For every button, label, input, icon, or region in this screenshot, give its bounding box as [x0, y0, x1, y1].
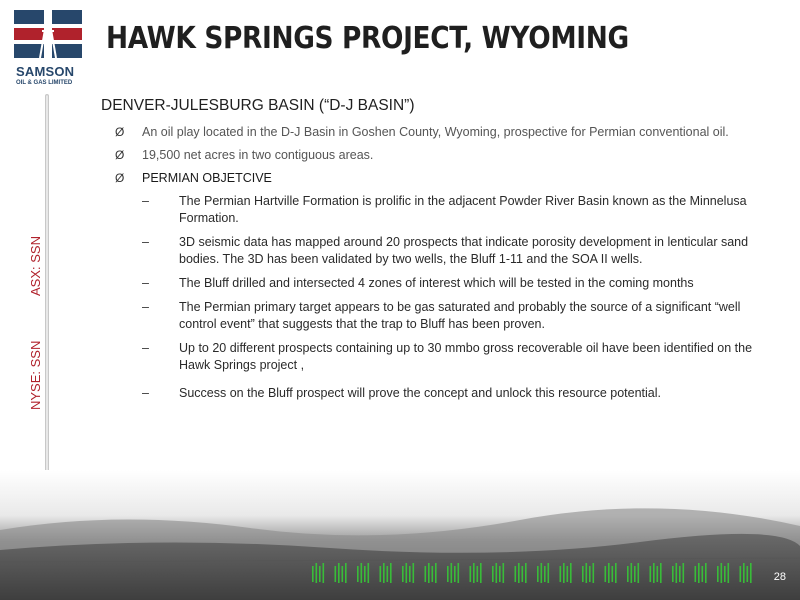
arrow-bullet-icon: Ø [115, 171, 125, 185]
bullet-item [101, 170, 761, 187]
reservoir-bar [503, 563, 505, 583]
reservoir-bar [413, 563, 415, 583]
reservoir-bar [345, 563, 347, 583]
sub-bullet-text: The Permian primary target appears to be gas saturated and probably the source of a significant “well control event” that suggests that the trap to Bluff has been proven. [179, 300, 741, 331]
dash-bullet-icon: – [142, 276, 149, 290]
reservoir-bar [458, 563, 460, 583]
reservoir-bar [383, 563, 385, 583]
reservoir-bar [342, 566, 344, 582]
sub-bullet-text: The Bluff drilled and intersected 4 zones of interest which will be tested in the coming months [179, 276, 694, 290]
bullet-text: An oil play located in the D-J Basin in Goshen County, Wyoming, prospective for Permian conventional oil. [142, 125, 729, 139]
slide-title: HAWK SPRINGS PROJECT, WYOMING [106, 21, 629, 56]
reservoir-bar [695, 566, 697, 582]
dash-bullet-icon: – [142, 341, 149, 355]
bullet-text: PERMIAN OBJETCIVE [142, 171, 272, 185]
reservoir-bar [724, 566, 726, 582]
reservoir-bar [582, 566, 584, 582]
reservoir-bar [631, 563, 633, 583]
dash-bullet-icon: – [142, 194, 149, 208]
reservoir-bar [586, 563, 588, 583]
sub-bullet-text: Up to 20 different prospects containing up to 30 mmbo gross recoverable oil have been identified on the Hawk Springs project , [179, 341, 753, 372]
sub-bullet-text: The Permian Hartville Formation is prolific in the adjacent Powder River Basin known as the Minnelusa Formation. [179, 194, 747, 225]
company-logo [14, 10, 82, 88]
sub-bullet-item [101, 299, 761, 333]
reservoir-bar [492, 566, 494, 582]
reservoir-bar [567, 566, 569, 582]
reservoir-bar [612, 566, 614, 582]
reservoir-bar [747, 566, 749, 582]
reservoir-bar [650, 566, 652, 582]
nyse-ticker-label: NYSE: SSN [28, 340, 43, 410]
reservoir-bar [657, 566, 659, 582]
reservoir-bar [316, 563, 318, 583]
sub-bullet-item [101, 193, 761, 227]
reservoir-bar [473, 563, 475, 583]
samson-logo-icon [14, 10, 82, 60]
reservoir-bar [627, 566, 629, 582]
reservoir-bar [470, 566, 472, 582]
reservoir-bar [364, 566, 366, 582]
reservoir-bar [402, 566, 404, 582]
reservoir-bar [728, 563, 730, 583]
reservoir-bar [525, 563, 527, 583]
reservoir-bar [740, 566, 742, 582]
reservoir-bar [615, 563, 617, 583]
logo-name: SAMSON [16, 64, 75, 79]
reservoir-bar [660, 563, 662, 583]
reservoir-bar [522, 566, 524, 582]
reservoir-bar [428, 563, 430, 583]
reservoir-bar [312, 566, 314, 582]
asx-ticker-label: ASX: SSN [28, 236, 43, 296]
reservoir-bar [335, 566, 337, 582]
reservoir-bar [368, 563, 370, 583]
sub-bullet-item [101, 340, 761, 374]
reservoir-bar [496, 563, 498, 583]
reservoir-bar [676, 563, 678, 583]
reservoir-bar [432, 566, 434, 582]
ground-cross-section-graphic [0, 470, 800, 600]
reservoir-bar [319, 566, 321, 582]
reservoir-bar [750, 563, 752, 583]
reservoir-bar [683, 563, 685, 583]
reservoir-bar [480, 563, 482, 583]
reservoir-bar [451, 563, 453, 583]
sub-bullet-text: Success on the Bluff prospect will prove the concept and unlock this resource potential. [179, 386, 661, 400]
reservoir-bar [541, 563, 543, 583]
reservoir-bar [653, 563, 655, 583]
reservoir-bar [717, 566, 719, 582]
bullet-item [101, 147, 761, 164]
reservoir-bar [702, 566, 704, 582]
reservoir-bar [544, 566, 546, 582]
sub-bullet-item [101, 275, 761, 292]
reservoir-bar [390, 563, 392, 583]
bullet-item [101, 124, 761, 141]
reservoir-bar [672, 566, 674, 582]
reservoir-bar [698, 563, 700, 583]
logo-subtitle: OIL & GAS LIMITED [16, 80, 73, 86]
reservoir-bar [447, 566, 449, 582]
reservoir-bar [743, 563, 745, 583]
reservoir-bar [563, 563, 565, 583]
reservoir-bar [435, 563, 437, 583]
reservoir-bar [406, 563, 408, 583]
reservoir-bar [409, 566, 411, 582]
reservoir-bar [537, 566, 539, 582]
reservoir-bar [570, 563, 572, 583]
reservoir-bar [721, 563, 723, 583]
reservoir-bar [357, 566, 359, 582]
reservoir-bar [638, 563, 640, 583]
reservoir-bar [589, 566, 591, 582]
dash-bullet-icon: – [142, 235, 149, 249]
reservoir-bar [454, 566, 456, 582]
reservoir-bar [380, 566, 382, 582]
reservoir-bar [593, 563, 595, 583]
page-number: 28 [773, 571, 786, 583]
arrow-bullet-icon: Ø [115, 148, 125, 162]
sub-bullet-item [101, 385, 761, 402]
reservoir-bar [499, 566, 501, 582]
bullet-text: 19,500 net acres in two contiguous areas. [142, 148, 374, 162]
dash-bullet-icon: – [142, 386, 149, 400]
reservoir-bar [338, 563, 340, 583]
section-heading: DENVER-JULESBURG BASIN (“D-J BASIN”) [101, 97, 415, 114]
reservoir-bar [518, 563, 520, 583]
reservoir-bar [361, 563, 363, 583]
reservoir-bar [323, 563, 325, 583]
reservoir-bar [679, 566, 681, 582]
reservoir-bar [425, 566, 427, 582]
reservoir-bar [560, 566, 562, 582]
slide-content [101, 124, 761, 409]
arrow-bullet-icon: Ø [115, 125, 125, 139]
reservoir-bar [634, 566, 636, 582]
reservoir-bar [548, 563, 550, 583]
reservoir-bar [515, 566, 517, 582]
sub-bullet-item [101, 234, 761, 268]
reservoir-bar [605, 566, 607, 582]
dash-bullet-icon: – [142, 300, 149, 314]
reservoir-bar [387, 566, 389, 582]
reservoir-bar [705, 563, 707, 583]
reservoir-bar [477, 566, 479, 582]
reservoir-bar [608, 563, 610, 583]
sub-bullet-text: 3D seismic data has mapped around 20 prospects that indicate porosity development in lenticular sand bodies. The 3D has been validated by two wells, the Bluff 1-11 and the SOA II wells. [179, 235, 749, 266]
